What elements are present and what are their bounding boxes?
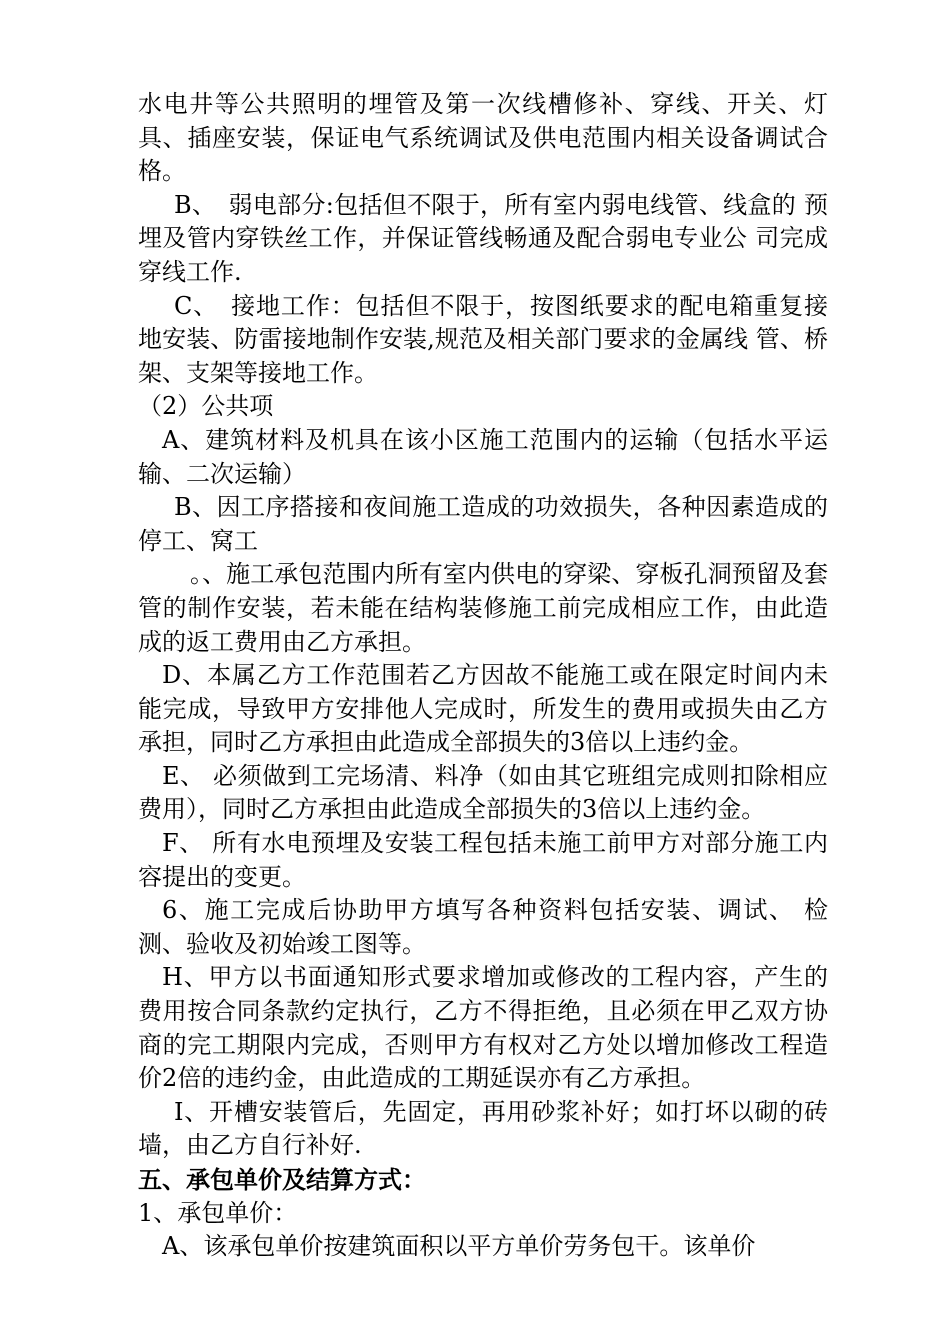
paragraph-weak-current: B、 弱电部分:包括但不限于，所有室内弱电线管、线盒的 预埋及管内穿铁丝工作，并保证管线畅通及配合弱电专业公 司完成穿线工作. <box>138 190 828 286</box>
paragraph-unit-price: A、该承包单价按建筑面积以平方单价劳务包干。该单价 <box>162 1232 756 1261</box>
paragraph-slotting-repair: I、开槽安装管后，先固定，再用砂浆补好；如打坏以砌的砖墙，由乙方自行补好. <box>138 1097 828 1160</box>
paragraph-documentation: 6、施工完成后协助甲方填写各种资料包括安装、调试、 检测、验收及初始竣工图等。 <box>138 896 828 958</box>
paragraph-public-lighting: 水电井等公共照明的埋管及第一次线槽修补、穿线、开关、灯具、插座安装，保证电气系统调试及供电范围内相关设备调试合格。 <box>138 90 828 186</box>
paragraph-written-notice: H、甲方以书面通知形式要求增加或修改的工程内容，产生的费用按合同条款约定执行，乙方不得拒绝，且必须在甲乙双方协商的完工期限内完成，否则甲方有权对乙方处以增加修改工程造价2倍的违约金，由此造成的工期延误亦有乙方承担。 <box>138 963 828 1093</box>
paragraph-scope-failure: D、本属乙方工作范围若乙方因故不能施工或在限定时间内未能完成，导致甲方安排他人完成时，所发生的费用或损失由乙方承担，同时乙方承担由此造成全部损失的3倍以上违约金。 <box>138 661 828 757</box>
section-heading: 五、承包单价及结算方式： <box>138 1165 426 1194</box>
paragraph-grounding: C、 接地工作：包括但不限于，按图纸要求的配电箱重复接 地安装、防雷接地制作安装,规范及相关部门要求的金属线 管、桥架、支架等接地工作。 <box>138 291 836 387</box>
paragraph-site-cleanup: E、 必须做到工完场清、料净（如由其它班组完成则扣除相应费用），同时乙方承担由此造成全部损失的3倍以上违约金。 <box>138 761 828 824</box>
document-page <box>138 88 836 1264</box>
paragraph-efficiency-loss: B、因工序搭接和夜间施工造成的功效损失，各种因素造成的停工、窝工 <box>138 493 828 555</box>
subheading-unit-price: 1、承包单价： <box>138 1198 298 1227</box>
paragraph-transport: A、建筑材料及机具在该小区施工范围内的运输（包括水平运输、二次运输） <box>138 425 828 488</box>
paragraph-public-items-title: （2）公共项 <box>138 392 274 421</box>
paragraph-holes-sleeves: 。、施工承包范围内所有室内供电的穿梁、穿板孔洞预留及套管的制作安装，若未能在结构装修施工前完成相应工作，由此造成的返工费用由乙方承担。 <box>138 560 828 656</box>
paragraph-changes: F、 所有水电预埋及安装工程包括未施工前甲方对部分施工内容提出的变更。 <box>138 829 828 891</box>
